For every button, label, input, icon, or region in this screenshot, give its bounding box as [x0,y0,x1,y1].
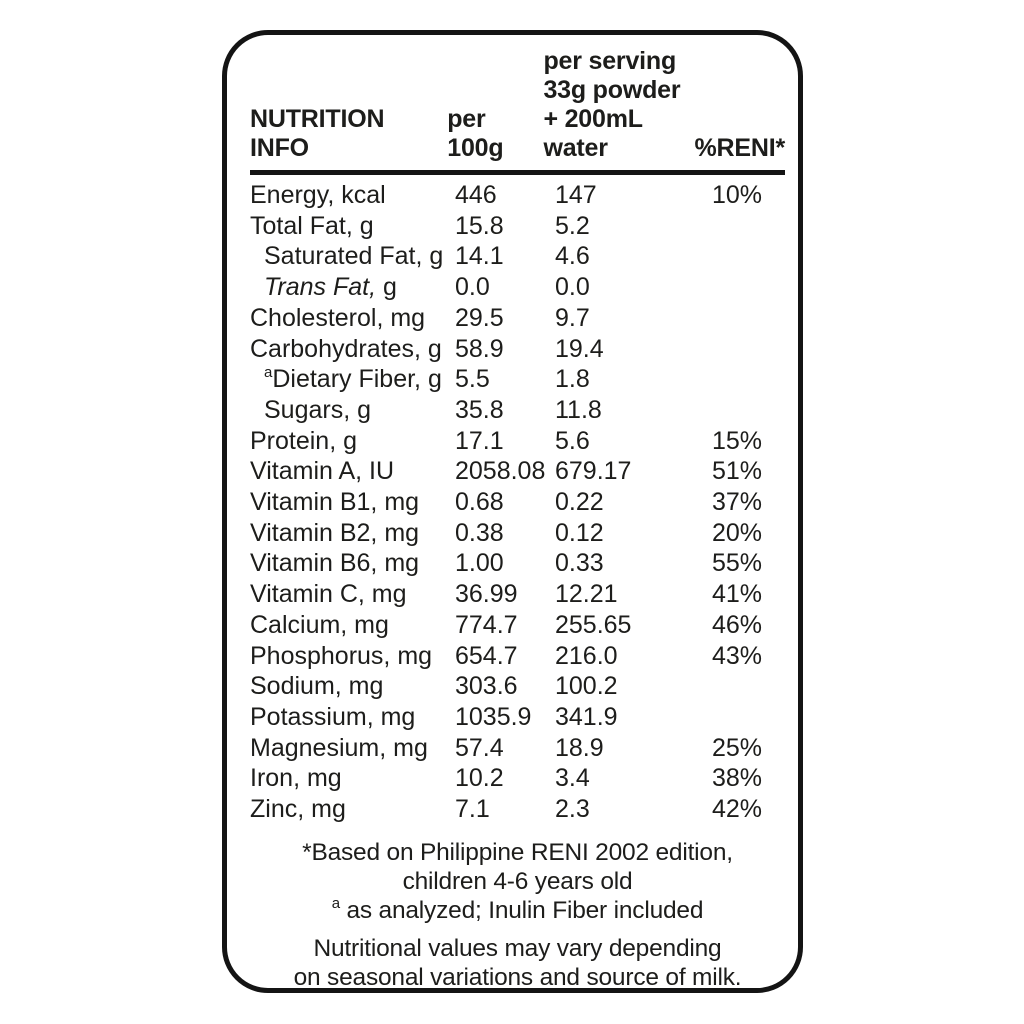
row-label: Magnesium, mg [250,733,428,762]
value-per-100g: 10.2 [455,764,504,793]
column-header-per-serving [543,47,694,163]
value-per-serving: 0.12 [555,518,604,547]
table-row [250,610,785,641]
value-per-100g: 303.6 [455,672,518,701]
value-per-100g: 29.5 [455,303,504,332]
row-label: Sugars, g [264,395,372,424]
value-per-serving: 9.7 [555,303,590,332]
value-per-100g: 17.1 [455,426,504,455]
value-per-serving: 216.0 [555,641,618,670]
row-label: Vitamin B1, mg [250,488,420,517]
table-row [250,641,785,672]
table-row [250,272,785,303]
value-per-100g: 0.38 [455,518,504,547]
value-reni [712,241,785,272]
row-label: Sodium, mg [250,672,384,701]
header-divider [250,170,785,175]
table-row [250,334,785,365]
value-per-serving: 2.3 [555,795,590,824]
value-per-100g: 1.00 [455,549,504,578]
header-line: %RENI* [694,134,785,162]
value-per-serving: 0.33 [555,549,604,578]
row-label: Trans Fat, g [264,273,397,302]
value-per-100g: 5.5 [455,365,490,394]
value-per-100g: 0.0 [455,273,490,302]
footnote-line-2: children 4-6 years old [402,867,633,895]
table-row [250,303,785,334]
value-reni: 55% [712,549,763,578]
value-per-100g: 35.8 [455,395,504,424]
footnote-disclaimer [250,934,785,992]
value-per-serving: 147 [555,181,597,209]
row-label: Vitamin C, mg [250,580,407,609]
value-reni: 37% [712,488,763,517]
column-header-nutrition-info [250,105,447,163]
value-per-serving: 5.2 [555,211,590,240]
column-header-per-100g [447,105,543,163]
footnote-reni-basis [250,838,785,925]
value-reni [712,671,785,702]
table-row [250,548,785,579]
value-per-serving: 19.4 [555,334,604,363]
footnote-marker: a [264,363,273,381]
header-line: 33g powder [543,76,681,104]
table-row [250,426,785,457]
row-label: Vitamin B6, mg [250,549,420,578]
table-row [250,579,785,610]
row-label: Total Fat, g [250,211,374,240]
value-reni: 46% [712,610,763,639]
nutrition-facts-panel [222,30,803,993]
table-row [250,733,785,764]
value-reni: 20% [712,518,763,547]
header-line: water [543,134,608,162]
row-label: Protein, g [250,426,358,455]
value-per-serving: 5.6 [555,426,590,455]
value-reni [712,395,785,426]
value-reni: 43% [712,641,763,670]
value-reni: 10% [712,181,763,209]
value-per-serving: 18.9 [555,733,604,762]
row-label: Carbohydrates, g [250,334,442,363]
footnotes [250,838,785,992]
value-per-serving: 255.65 [555,610,632,639]
header-line: + 200mL [543,105,643,133]
value-per-serving: 341.9 [555,702,618,731]
row-label: Vitamin A, IU [250,457,395,486]
value-per-100g: 774.7 [455,610,518,639]
value-reni: 15% [712,426,763,455]
disclaimer-line-1: Nutritional values may vary depending [313,934,722,962]
value-per-serving: 3.4 [555,764,590,793]
nutrient-rows [250,180,785,825]
table-header [250,47,785,163]
row-label: Potassium, mg [250,702,416,731]
row-label: Vitamin B2, mg [250,518,420,547]
table-row [250,763,785,794]
value-per-100g: 36.99 [455,580,518,609]
value-reni [712,364,785,395]
value-reni [712,303,785,334]
value-per-serving: 4.6 [555,242,590,271]
row-label: Zinc, mg [250,795,346,824]
table-row [250,702,785,733]
table-row [250,395,785,426]
table-row [250,487,785,518]
value-per-serving: 11.8 [555,395,602,424]
header-line: per [447,105,486,133]
value-per-serving: 0.22 [555,488,604,517]
row-label: Calcium, mg [250,610,389,639]
value-reni: 42% [712,795,763,824]
header-line: 100g [447,134,504,162]
table-row [250,456,785,487]
row-label-italic: Trans Fat, [264,273,377,302]
row-label: Iron, mg [250,764,342,793]
value-per-serving: 0.0 [555,273,590,302]
table-row [250,518,785,549]
table-row [250,364,785,395]
value-per-100g: 446 [455,181,497,209]
table-row [250,241,785,272]
value-per-100g: 15.8 [455,211,504,240]
column-header-reni [695,134,786,163]
value-reni: 25% [712,733,763,762]
row-label: Saturated Fat, g [264,242,444,271]
value-reni: 38% [712,764,763,793]
value-per-100g: 654.7 [455,641,518,670]
table-row [250,794,785,825]
value-reni [712,334,785,365]
row-label: Cholesterol, mg [250,303,426,332]
table-row [250,671,785,702]
value-per-100g: 2058.08 [455,457,546,486]
value-per-serving: 100.2 [555,672,618,701]
value-per-serving: 1.8 [555,365,590,394]
footnote-line-1: *Based on Philippine RENI 2002 edition, [302,838,733,866]
footnote-marker: a [331,894,340,912]
value-reni [712,702,785,733]
table-row [250,211,785,242]
value-per-100g: 57.4 [455,733,504,762]
row-label: $^a$Dietary Fiber, g [264,363,442,394]
value-per-100g: 0.68 [455,488,504,517]
value-per-serving: 679.17 [555,457,632,486]
value-reni: 41% [712,580,763,609]
value-reni [712,272,785,303]
value-per-100g: 7.1 [455,795,490,824]
value-per-serving: 12.21 [555,580,618,609]
value-reni [712,211,785,242]
value-per-100g: 1035.9 [455,702,532,731]
footnote-line-3: $^a$ as analyzed; Inulin Fiber included [331,894,704,924]
value-per-100g: 14.1 [455,242,504,271]
header-line: NUTRITION [250,105,385,133]
value-reni: 51% [712,457,763,486]
row-label: Energy, kcal [250,181,386,209]
header-line: per serving [543,47,677,75]
row-label: Phosphorus, mg [250,641,433,670]
value-per-100g: 58.9 [455,334,504,363]
disclaimer-line-2: on seasonal variations and source of milk. [293,963,742,991]
table-row [250,180,785,211]
header-line: INFO [250,134,309,162]
